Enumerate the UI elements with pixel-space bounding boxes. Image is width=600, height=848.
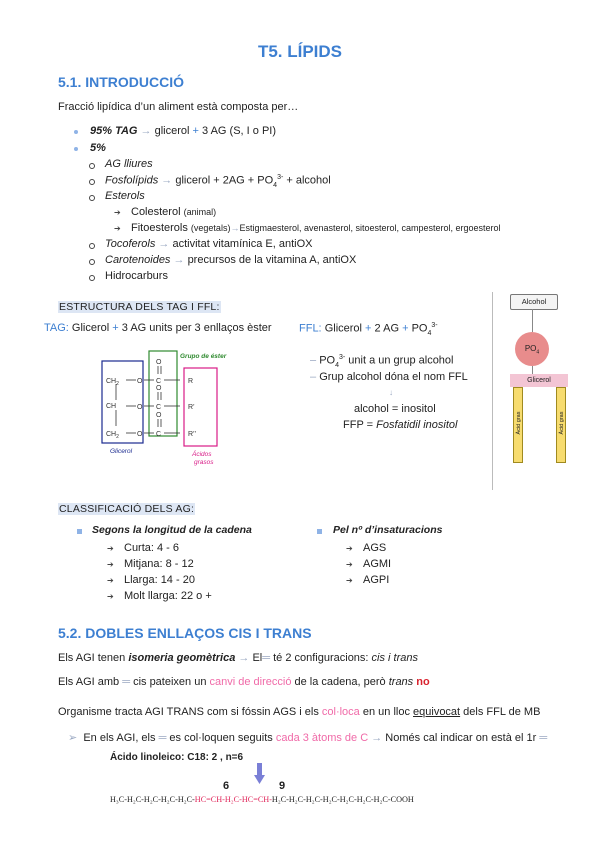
bullet-square xyxy=(317,529,322,534)
linoleic-title: Ácido linoleico: C18: 2 , n=6 xyxy=(110,752,244,763)
tag-structure-diagram xyxy=(96,346,236,472)
ch-mid: CH xyxy=(106,403,117,410)
alcohol-link xyxy=(532,309,533,332)
classif-left-item: Llarga: 14 - 20 xyxy=(124,574,195,586)
s2-line-3: Organisme tracta AGI TRANS com si fóssin AGS i els col·loca en un lloc equivocat dels FFL de MB xyxy=(58,706,541,718)
ch2-top: $CH_2$ xyxy=(106,378,119,387)
classif-left-item: Molt llarga: 22 o + xyxy=(124,590,212,602)
item-hidrocarburs: Hidrocarburs xyxy=(105,270,168,282)
glicerol-bar: Glicerol xyxy=(510,374,568,387)
position-9-label: 9 xyxy=(279,780,286,792)
s2-line-1: Els AGI tenen isomeria geomètrica → El═ té 2 configuracions: cis i trans xyxy=(58,652,419,664)
glicerol-label: Glicerol xyxy=(110,448,133,455)
item-colesterol: Colesterol (animal) xyxy=(131,206,217,218)
bullet-circle xyxy=(89,243,95,249)
alcohol-box: Alcohol xyxy=(510,294,558,310)
ffl-equation-2: FFP = Fosfatidil inositol xyxy=(343,419,458,431)
classif-right-head: Pel nº d’insaturacions xyxy=(333,524,443,536)
po4-circle: $PO_4$ xyxy=(515,332,549,366)
arrow-icon: ➔ xyxy=(346,560,353,569)
section-heading-introduccio: 5.1. INTRODUCCIÓ xyxy=(58,74,185,90)
acid-chain-1: Àcid gras xyxy=(513,387,523,463)
svg-text:O: O xyxy=(156,359,162,366)
item-tocoferols: Tocoferols → activitat vitamínica E, antiOX xyxy=(105,238,313,250)
svg-text:O: O xyxy=(156,412,162,419)
ffl-detail-2: – Grup alcohol dóna el nom FFL xyxy=(310,371,468,383)
classif-right-item: AGMI xyxy=(363,558,392,570)
arrow-icon: ➔ xyxy=(107,544,114,553)
acidos-label-2: grasos xyxy=(194,459,214,466)
acid-chain-2: Àcid gras xyxy=(556,387,566,463)
ffl-divider-line xyxy=(492,292,493,490)
arrow-icon: ➔ xyxy=(107,592,114,601)
tag-description: TAG: Glicerol + 3 AG units per 3 enllaços èster xyxy=(44,322,272,334)
arrow-icon: ➔ xyxy=(114,224,121,233)
classif-left-head: Segons la longitud de la cadena xyxy=(92,524,252,536)
classif-left-item: Mitjana: 8 - 12 xyxy=(124,558,194,570)
item-ag-lliures: AG lliures xyxy=(105,158,153,170)
acidos-label-1: Ácidos xyxy=(192,451,212,458)
bullet-dot xyxy=(74,147,78,151)
bullet-circle xyxy=(89,163,95,169)
svg-text:C: C xyxy=(156,431,162,438)
section-heading-dobles-enllacos: 5.2. DOBLES ENLLAÇOS CIS I TRANS xyxy=(58,625,312,641)
bullet-dot xyxy=(74,130,78,134)
down-arrow-icon: ↓ xyxy=(389,388,393,397)
bullet-tag: 95% TAG → glicerol + 3 AG (S, I o PI) xyxy=(90,125,277,137)
page-title: T5. LÍPIDS xyxy=(257,42,343,61)
classif-right-item: AGPI xyxy=(363,574,390,586)
arrow-icon: ➔ xyxy=(107,560,114,569)
section-heading-classificacio: CLASSIFICACIÓ DELS AG: xyxy=(59,503,195,515)
ester-label: Grupo de éster xyxy=(180,353,227,360)
s2-line-2: Els AGI amb ═ cis pateixen un canvi de direcció de la cadena, però trans no xyxy=(58,676,430,688)
linoleic-chain: H₃C-H₂C-H₂C-H₂C-H₂C-HC=CH-H₂C-HC=CH-H₂C-H₂C-H₂C-H₂C-H₂C-H₂C-H₂C-COOH xyxy=(110,795,414,804)
item-esterols: Esterols xyxy=(105,190,145,202)
down-arrow-icon xyxy=(254,763,266,785)
section-heading-estructura: ESTRUCTURA DELS TAG I FFL: xyxy=(59,301,220,313)
bullet-square xyxy=(77,529,82,534)
ffl-detail-1: – $PO_4^{3-}$ unit a un grup alcohol xyxy=(310,354,454,369)
classif-left-item: Curta: 4 - 6 xyxy=(124,542,180,554)
classif-right-item: AGS xyxy=(363,542,387,554)
item-fitoesterols: Fitoesterols (vegetals)→Estigmaesterol, avenasterol, sitoesterol, campesterol, ergoesterol xyxy=(131,222,501,234)
bullet-circle xyxy=(89,179,95,185)
po4-link xyxy=(532,366,533,374)
arrow-icon: ➔ xyxy=(346,576,353,585)
svg-text:R: R xyxy=(188,378,194,385)
svg-text:R’: R’ xyxy=(188,404,195,411)
item-fosfolipids: Fosfolípids → glicerol + $2AG + PO_4^{3-}$ + alcohol xyxy=(105,174,331,189)
svg-text:O: O xyxy=(156,385,162,392)
svg-text:O: O xyxy=(137,378,143,385)
intro-text: Fracció lipídica d’un aliment està composta per… xyxy=(58,101,299,113)
svg-text:R’’: R’’ xyxy=(188,431,197,438)
svg-text:C: C xyxy=(156,378,162,385)
ffl-description: FFL: Glicerol + 2 AG + $PO_4^{3-}$ xyxy=(299,322,438,337)
bullet-circle xyxy=(89,195,95,201)
ch2-bottom: $CH_2$ xyxy=(106,431,119,440)
arrow-icon: ➔ xyxy=(107,576,114,585)
arrow-icon: ➔ xyxy=(114,208,121,217)
svg-text:C: C xyxy=(156,404,162,411)
ffl-equation-1: alcohol = inositol xyxy=(354,403,436,415)
s2-line-4: ➢ En els AGI, els ═ es col·loquen seguits cada 3 àtoms de C → Només cal indicar on està el 1r ═ xyxy=(68,732,548,744)
bullet-5pct: 5% xyxy=(90,142,106,154)
item-carotenoides: Carotenoides → precursos de la vitamina A, antiOX xyxy=(105,254,357,266)
bullet-circle xyxy=(89,259,95,265)
position-6-label: 6 xyxy=(223,780,230,792)
svg-text:O: O xyxy=(137,404,143,411)
bullet-circle xyxy=(89,275,95,281)
svg-text:O: O xyxy=(137,431,143,438)
arrow-icon: ➔ xyxy=(346,544,353,553)
